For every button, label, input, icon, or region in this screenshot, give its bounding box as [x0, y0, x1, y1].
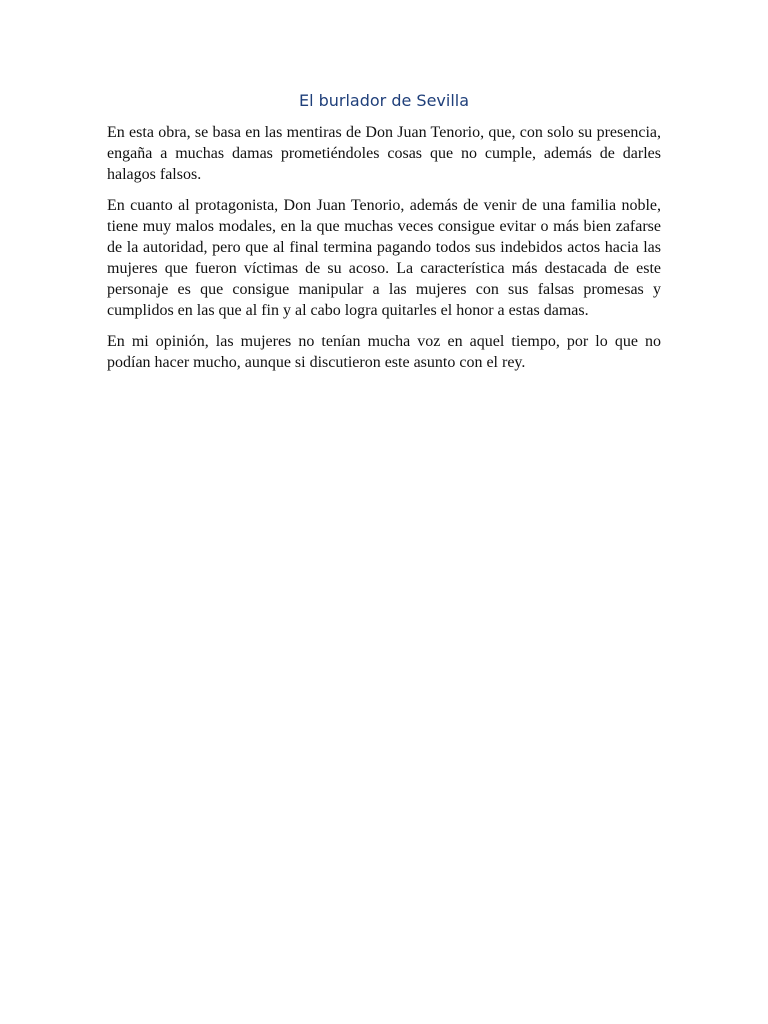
paragraph-intro: En esta obra, se basa en las mentiras de Don Juan Tenorio, que, con solo su presencia, engaña a muchas damas prometiéndoles cosas que no cumple, además de darles halagos falsos.: [107, 124, 661, 183]
paragraph-opinion: En mi opinión, las mujeres no tenían mucha voz en aquel tiempo, por lo que no podían hacer mucho, aunque si discutieron este asunto con el rey.: [107, 333, 661, 371]
document-title: El burlador de Sevilla: [298, 91, 470, 110]
paragraph-protagonist: En cuanto al protagonista, Don Juan Tenorio, además de venir de una familia noble, tiene muy malos modales, en la que muchas veces consigue evitar o más bien zafarse de la autoridad, pero que al final termina pagando todos sus indebidos actos hacia las mujeres que fueron víctimas de su acoso. La característica más destacada de este personaje es que consigue manipular a las mujeres con sus falsas promesas y cumplidos en las que al fin y al cabo logra quitarles el honor a estas damas.: [107, 197, 661, 319]
document-body: [107, 90, 661, 383]
